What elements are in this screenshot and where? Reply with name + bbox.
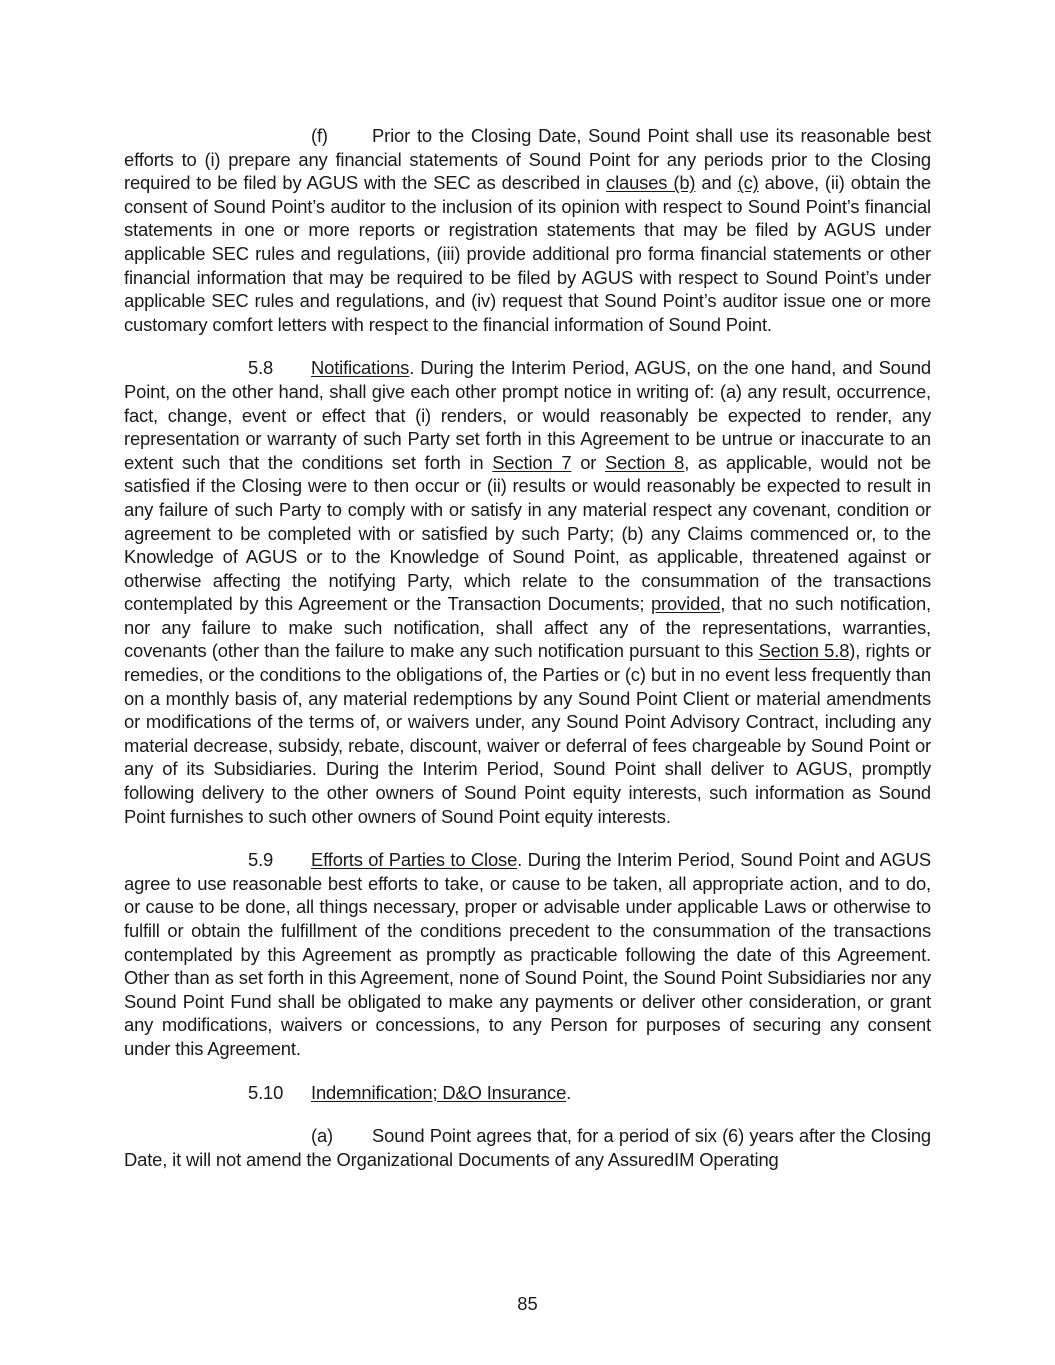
document-page xyxy=(124,124,931,1191)
clause-c-reference: (c) xyxy=(737,172,759,194)
paragraph-a xyxy=(124,1124,931,1171)
provided-term: provided xyxy=(650,593,721,615)
clauses-b-reference: clauses (b) xyxy=(606,172,696,194)
section-5-8-reference: Section 5.8 xyxy=(758,640,850,662)
section-number-5-9: 5.9 xyxy=(248,849,274,871)
clause-label-a: (a) xyxy=(311,1125,334,1147)
paragraph-f-connector: and xyxy=(695,172,738,194)
section-5-9-text: . During the Interim Period, Sound Point and AGUS agree to use reasonable best efforts to take, or cause to be taken, all appropriate action, and to do, or cause to be done, all things necessary, proper or advisable under applicable Laws or otherwise to fulfill or obtain the fulfillment of the conditions precedent to the consummation of the transactions contemplated by this Agreement as promptly as practicable following the date of this Agreement. Other than as set forth in this Agreement, none of Sound Point, the Sound Point Subsidiaries nor any Sound Point Fund shall be obligated to make any payments or deliver other consideration, or grant any modifications, waivers or concessions, to any Person for purposes of securing any consent under this Agreement. xyxy=(124,849,931,1059)
section-5-10 xyxy=(124,1081,931,1105)
section-heading-notifications: Notifications xyxy=(311,357,410,379)
paragraph-f-text: Prior to the Closing Date, Sound Point shall use its reasonable best efforts to (i) prepare any financial statements of Sound Point for any periods prior to the Closing required to be filed by AGUS with the SEC as described in xyxy=(124,125,931,194)
section-5-9 xyxy=(124,848,931,1060)
section-5-8-text-1: . During the Interim Period, AGUS, on the one hand, and Sound Point, on the other hand, shall give each other prompt notice in writing of: (a) any result, occurrence, fact, change, event or effect that (i) renders, or would reasonably be expected to render, any representation or warranty of such Party set forth in this Agreement to be untrue or inaccurate to an extent such that the conditions set forth in xyxy=(124,357,931,473)
clause-label-f: (f) xyxy=(311,125,328,146)
section-number-5-8: 5.8 xyxy=(248,357,274,379)
section-heading-efforts: Efforts of Parties to Close xyxy=(311,849,518,871)
paragraph-f xyxy=(124,124,931,336)
section-7-reference: Section 7 xyxy=(492,451,572,473)
section-5-8 xyxy=(124,356,931,828)
paragraph-a-text: Sound Point agrees that, for a period of six (6) years after the Closing Date, it will not amend the Organizational Documents of any AssuredIM Operating xyxy=(124,1125,931,1170)
section-5-10-tail: . xyxy=(566,1081,572,1103)
section-8-reference: Section 8 xyxy=(605,451,685,473)
section-5-8-text-2: or xyxy=(571,451,606,473)
paragraph-f-rest: above, (ii) obtain the consent of Sound Point’s auditor to the inclusion of its opinion with respect to Sound Point’s financial statements in one or more reports or registration statements that may be filed by AGUS under applicable SEC rules and regulations, (iii) provide additional pro forma financial statements or other financial information that may be required to be filed by AGUS with respect to Sound Point’s under applicable SEC rules and regulations, and (iv) request that Sound Point’s auditor issue one or more customary comfort letters with respect to the financial information of Sound Point. xyxy=(124,172,932,335)
section-5-8-text-5: ), rights or remedies, or the conditions to the obligations of, the Parties or (c) but in no event less frequently than on a monthly basis of, any material redemptions by any Sound Point Client or material amendments or modifications of the terms of, or waivers under, any Sound Point Advisory Contract, including any material decrease, subsidy, rebate, discount, waiver or deferral of fees chargeable by Sound Point or any of its Subsidiaries. During the Interim Period, Sound Point shall deliver to AGUS, promptly following delivery to the other owners of Sound Point equity interests, such information as Sound Point furnishes to such other owners of Sound Point equity interests. xyxy=(124,640,931,827)
section-5-8-text-4: , that no such notification, nor any failure to make such notification, shall affect any of the representations, warranties, covenants (other than the failure to make any such notification pursuant to this xyxy=(124,593,931,662)
section-5-8-text-3: , as applicable, would not be satisfied if the Closing were to then occur or (ii) results or would reasonably be expected to result in any failure of such Party to comply with or satisfy in any material respect any covenant, condition or agreement to be completed with or satisfied by such Party; (b) any Claims commenced or, to the Knowledge of AGUS or to the Knowledge of Sound Point, as applicable, threatened against or otherwise affecting the notifying Party, which relate to the consummation of the transactions contemplated by this Agreement or the Transaction Documents; xyxy=(124,451,931,615)
section-number-5-10: 5.10 xyxy=(248,1081,284,1103)
page-number: 85 xyxy=(517,1293,538,1314)
section-heading-indemnification: Indemnification; D&O Insurance xyxy=(311,1081,567,1103)
